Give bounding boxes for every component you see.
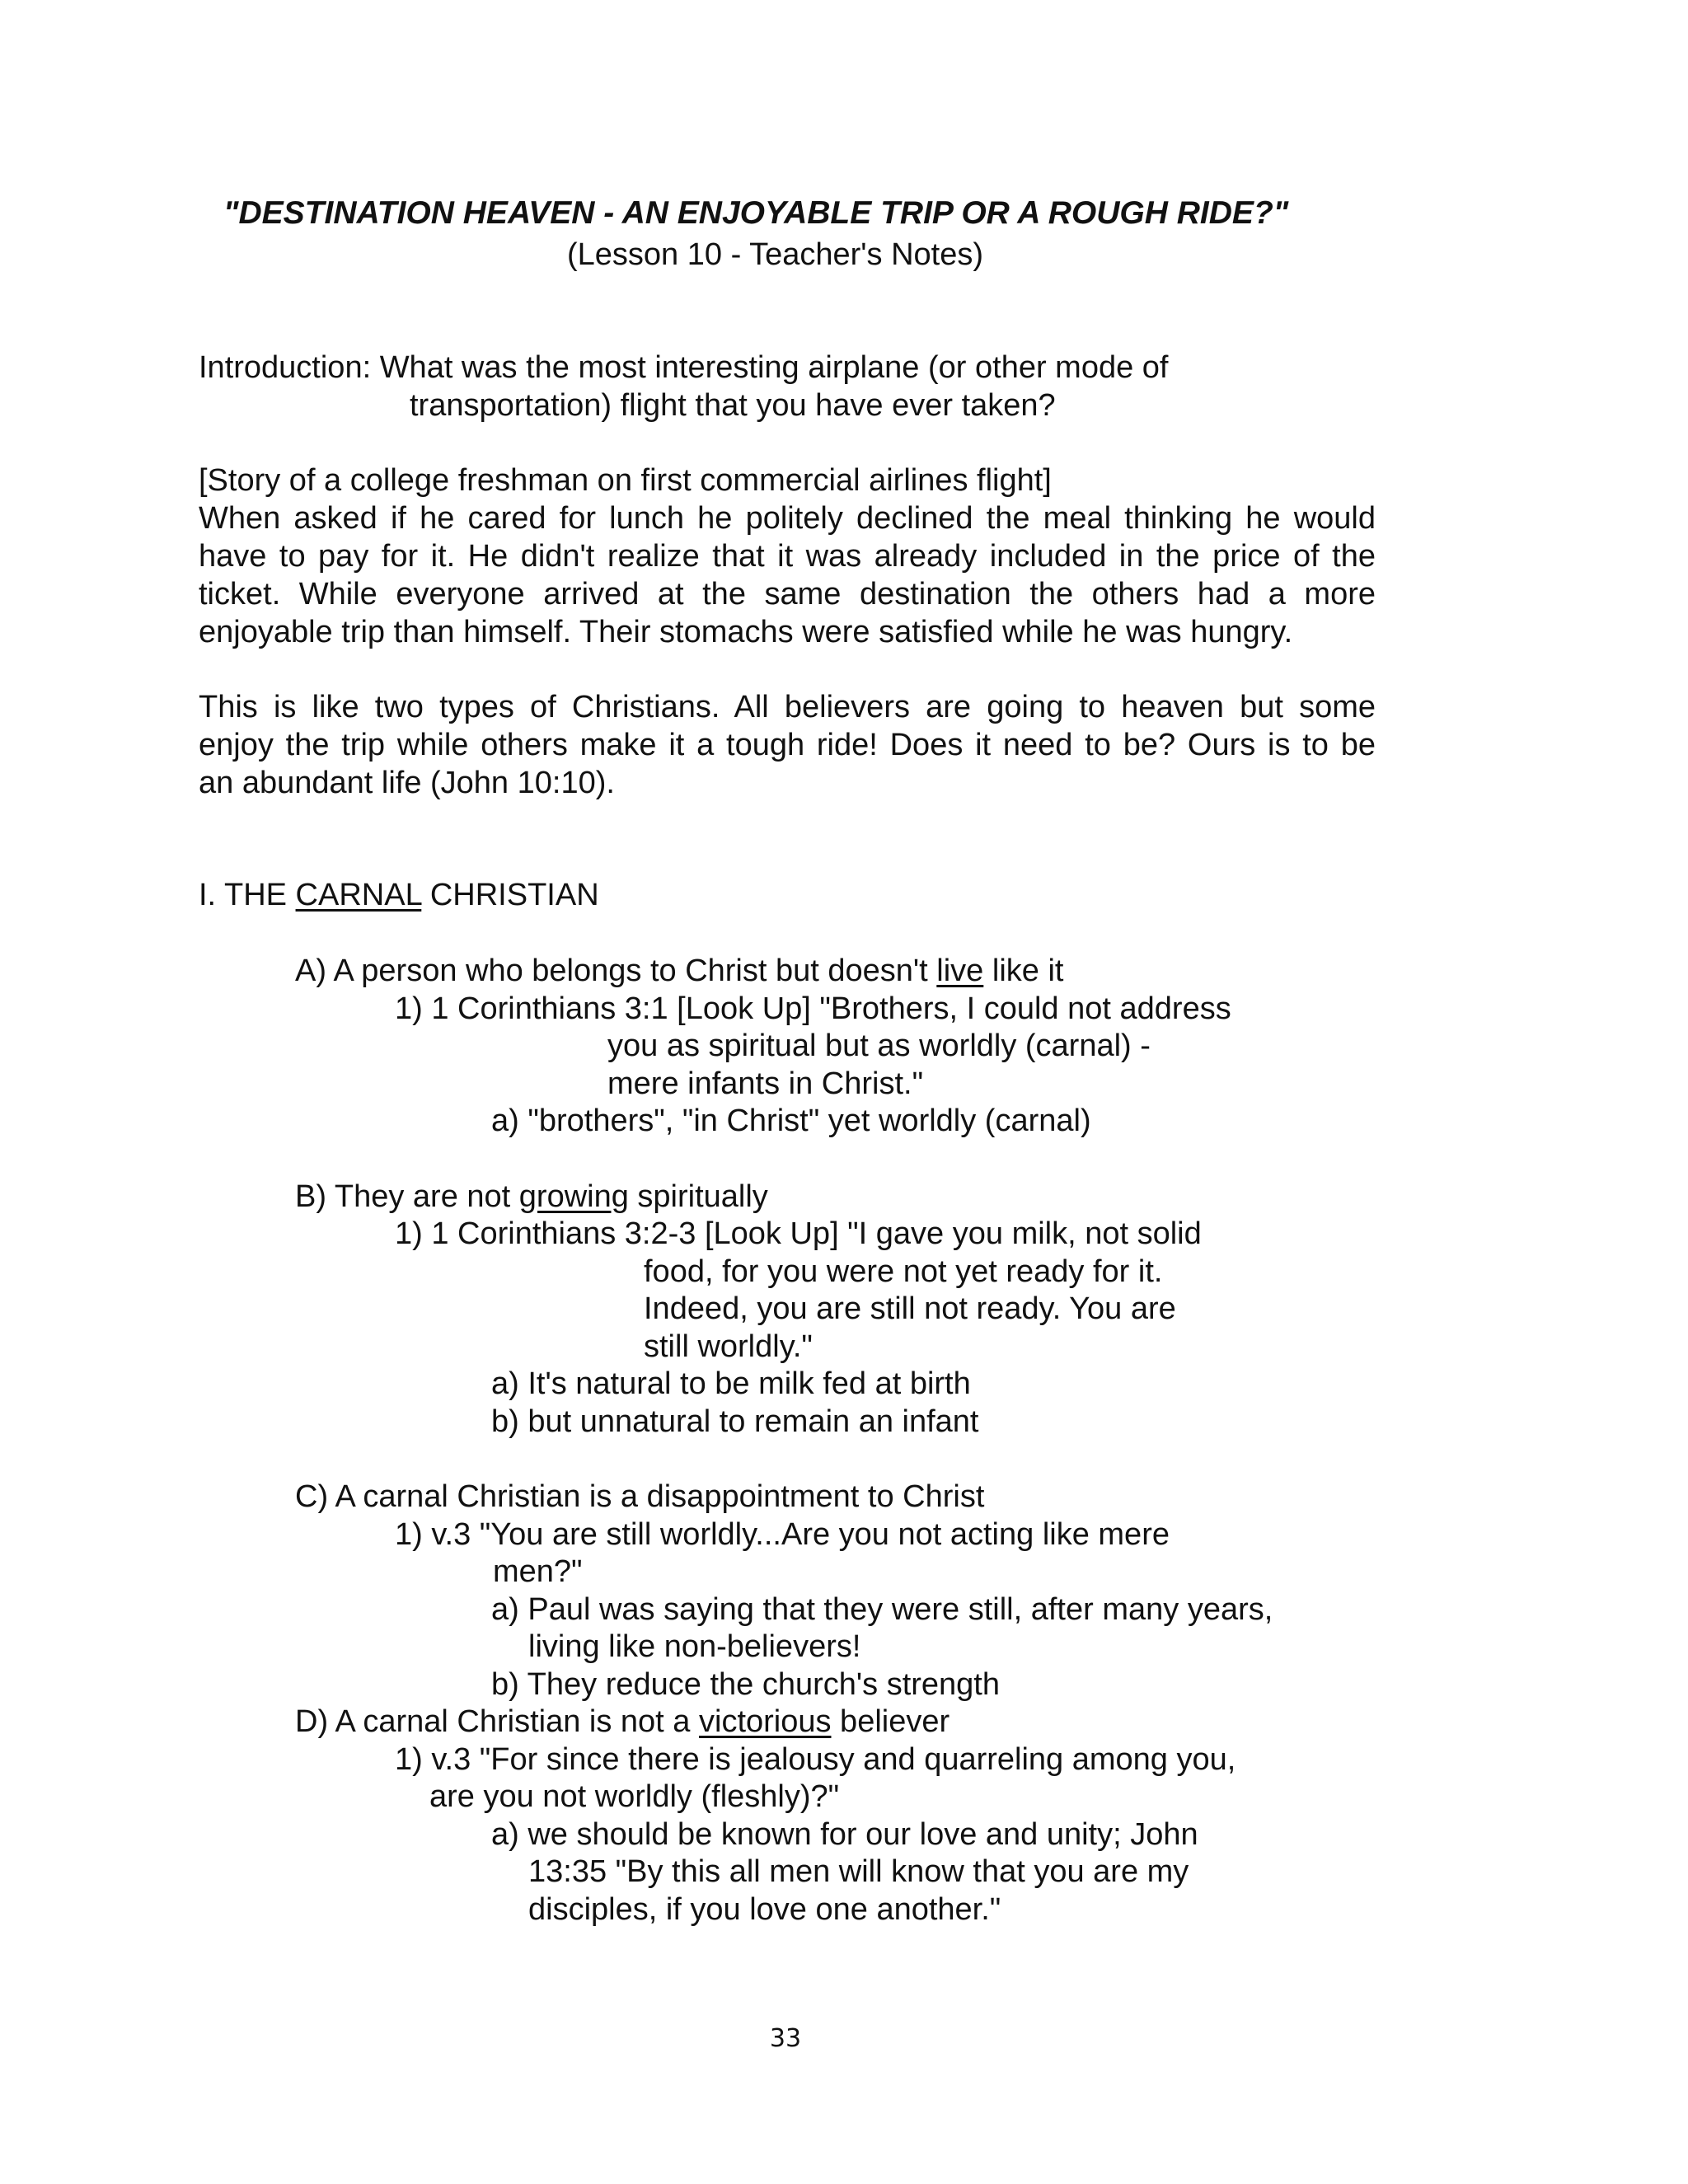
section-heading-emphasis: CARNAL (295, 878, 422, 912)
point-c-sub-1a: a) Paul was saying that they were still, after many years, (491, 1592, 1273, 1627)
point-b-sub-1-cont: still worldly." (644, 1329, 813, 1364)
story-line: When asked if he cared for lunch he politely declined the meal thinking he would (199, 501, 1376, 536)
page-number: 33 (769, 2024, 802, 2053)
story-heading: [Story of a college freshman on first commercial airlines flight] (199, 463, 1052, 498)
point-b-sub-1-cont: food, for you were not yet ready for it. (644, 1254, 1163, 1289)
point-c-sub-1b: b) They reduce the church's strength (491, 1667, 1000, 1702)
intro-line-2: transportation) flight that you have ever taken? (410, 388, 1056, 423)
intro-line-1: Introduction: What was the most interesting airplane (or other mode of (199, 350, 1169, 385)
point-b (295, 1178, 768, 1216)
point-d-sub-1a: a) we should be known for our love and unity; John (491, 1817, 1198, 1852)
point-c-sub-1-cont: men?" (493, 1554, 583, 1589)
point-a-sub-1a: a) "brothers", "in Christ" yet worldly (carnal) (491, 1104, 1091, 1138)
analogy-paragraph (199, 688, 1376, 802)
analogy-line: This is like two types of Christians. All believers are going to heaven but some (199, 690, 1376, 724)
point-d-emphasis: victorious (699, 1704, 832, 1739)
point-d-sub-1a-cont: 13:35 "By this all men will know that you are my (528, 1854, 1189, 1889)
point-c: C) A carnal Christian is a disappointment to Christ (295, 1479, 985, 1514)
point-a-suffix: like it (983, 954, 1064, 988)
story-line: enjoyable trip than himself. Their stomachs were satisfied while he was hungry. (199, 615, 1293, 649)
point-a-prefix: A) A person who belongs to Christ but doesn't (295, 954, 937, 988)
point-a-sub-1-cont: mere infants in Christ." (607, 1066, 924, 1101)
point-c-sub-1a-cont: living like non-believers! (528, 1629, 861, 1664)
point-c-sub-1: 1) v.3 "You are still worldly...Are you not acting like mere (395, 1517, 1170, 1552)
point-b-sub-1b: b) but unnatural to remain an infant (491, 1404, 979, 1439)
point-a (295, 952, 1063, 990)
point-d-sub-1a-cont: disciples, if you love one another." (528, 1892, 1001, 1927)
point-b-sub-1: 1) 1 Corinthians 3:2-3 [Look Up] "I gave you milk, not solid (395, 1216, 1202, 1251)
story-line: ticket. While everyone arrived at the same destination the others had a more (199, 577, 1376, 612)
point-b-sub-1a: a) It's natural to be milk fed at birth (491, 1366, 971, 1401)
point-d (295, 1703, 950, 1741)
story-paragraph (199, 499, 1376, 651)
point-b-suffix: spiritually (628, 1179, 768, 1214)
point-a-sub-1-cont: you as spiritual but as worldly (carnal) - (607, 1029, 1151, 1063)
lesson-subtitle: (Lesson 10 - Teacher's Notes) (567, 237, 984, 272)
analogy-line: enjoy the trip while others make it a tough ride! Does it need to be? Ours is to be (199, 728, 1376, 762)
point-a-emphasis: live (936, 954, 984, 988)
story-line: have to pay for it. He didn't realize that it was already included in the price of the (199, 539, 1376, 574)
point-d-sub-1: 1) v.3 "For since there is jealousy and quarreling among you, (395, 1742, 1236, 1777)
section-heading (199, 876, 599, 914)
lesson-title: "DESTINATION HEAVEN - AN ENJOYABLE TRIP OR A ROUGH RIDE?" (223, 195, 1289, 231)
point-d-sub-1-cont: are you not worldly (fleshly)?" (429, 1779, 840, 1814)
point-b-prefix: B) They are not (295, 1179, 519, 1214)
point-d-suffix: believer (831, 1704, 950, 1739)
point-d-prefix: D) A carnal Christian is not a (295, 1704, 699, 1739)
point-a-sub-1: 1) 1 Corinthians 3:1 [Look Up] "Brothers, I could not address (395, 991, 1231, 1026)
analogy-line: an abundant life (John 10:10). (199, 766, 615, 800)
point-b-emphasis: growing (518, 1179, 629, 1214)
section-heading-prefix: I. THE (199, 878, 296, 912)
section-heading-suffix: CHRISTIAN (421, 878, 599, 912)
point-b-sub-1-cont: Indeed, you are still not ready. You are (644, 1291, 1176, 1326)
